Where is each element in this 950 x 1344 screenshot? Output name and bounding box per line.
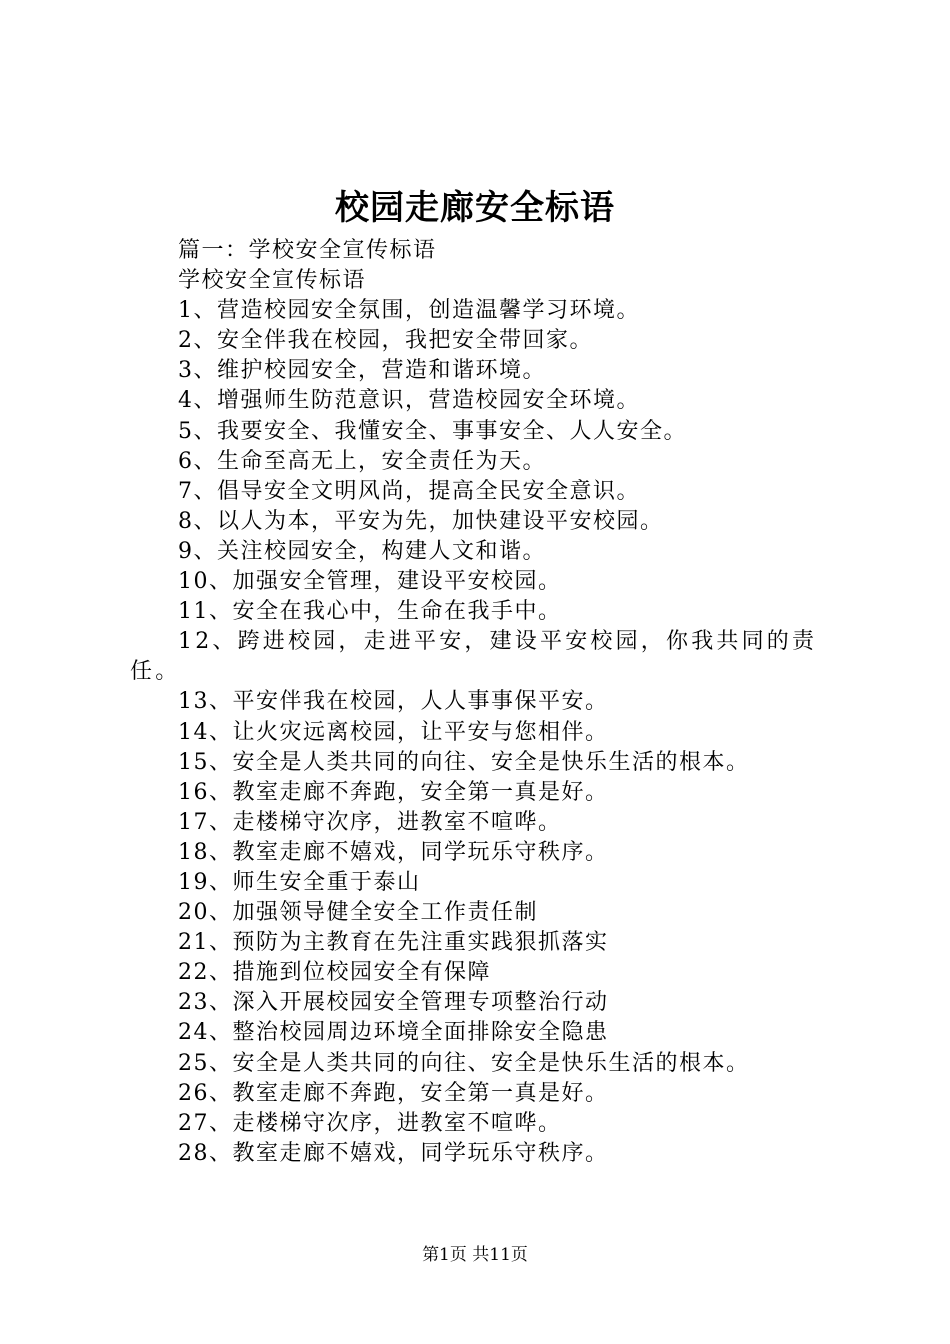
section-subheading: 学校安全宣传标语 — [178, 268, 367, 294]
slogan-item: 27、走楼梯守次序，进教室不喧哗。 — [178, 1110, 562, 1136]
slogan-item: 9、关注校园安全，构建人文和谐。 — [178, 538, 546, 564]
slogan-item: 15、安全是人类共同的向往、安全是快乐生活的根本。 — [178, 749, 750, 775]
slogan-item: 4、增强师生防范意识，营造校园安全环境。 — [178, 388, 640, 414]
slogan-item: 8、以人为本，平安为先，加快建设平安校园。 — [178, 508, 664, 534]
slogan-item: 28、教室走廊不嬉戏，同学玩乐守秩序。 — [178, 1140, 609, 1166]
slogan-item: 26、教室走廊不奔跑，安全第一真是好。 — [178, 1080, 609, 1106]
slogan-item: 13、平安伴我在校园，人人事事保平安。 — [178, 689, 609, 715]
slogan-item: 3、维护校园安全，营造和谐环境。 — [178, 358, 546, 384]
slogan-item: 24、整治校园周边环境全面排除安全隐患 — [178, 1020, 609, 1046]
slogan-item: 11、安全在我心中，生命在我手中。 — [178, 599, 562, 625]
slogan-item: 6、生命至高无上，安全责任为天。 — [178, 448, 546, 474]
slogan-item: 17、走楼梯守次序，进教室不喧哗。 — [178, 809, 562, 835]
slogan-item: 16、教室走廊不奔跑，安全第一真是好。 — [178, 779, 609, 805]
document-title: 校园走廊安全标语 — [335, 188, 615, 228]
section-heading: 篇一：学校安全宣传标语 — [178, 238, 437, 263]
slogan-item: 1、营造校园安全氛围，创造温馨学习环境。 — [178, 298, 640, 324]
page-footer: 第1页 共11页 — [422, 1245, 528, 1265]
slogan-item: 23、深入开展校园安全管理专项整治行动 — [178, 990, 609, 1016]
document-body — [130, 236, 830, 1169]
slogan-item: 10、加强安全管理，建设平安校园。 — [178, 569, 562, 595]
slogan-item: 21、预防为主教育在先注重实践狠抓落实 — [178, 930, 609, 956]
slogan-item: 25、安全是人类共同的向往、安全是快乐生活的根本。 — [178, 1050, 750, 1076]
slogan-item: 12、跨进校园，走进平安，建设平安校园，你我共同的责任。 — [130, 629, 818, 685]
slogan-item: 5、我要安全、我懂安全、事事安全、人人安全。 — [178, 418, 687, 444]
slogan-item: 22、措施到位校园安全有保障 — [178, 960, 491, 986]
slogan-item: 14、让火灾远离校园，让平安与您相伴。 — [178, 719, 609, 745]
slogan-item: 18、教室走廊不嬉戏，同学玩乐守秩序。 — [178, 839, 609, 865]
slogan-item: 2、安全伴我在校园，我把安全带回家。 — [178, 328, 593, 354]
slogan-item: 20、加强领导健全安全工作责任制 — [178, 900, 538, 926]
slogan-item: 7、倡导安全文明风尚，提高全民安全意识。 — [178, 478, 640, 504]
slogan-item: 19、师生安全重于泰山 — [178, 869, 421, 895]
